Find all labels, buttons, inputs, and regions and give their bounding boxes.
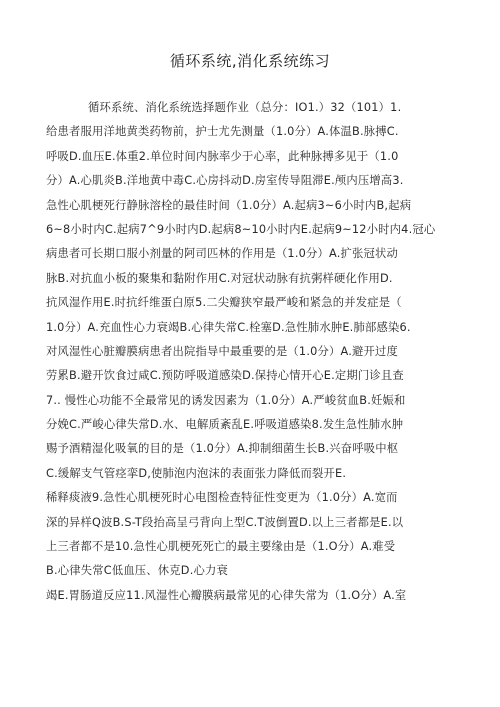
document-body <box>46 96 466 608</box>
text-line: 对风湿性心脏瓣膜病患者出院指导中最重要的是（1.0分）A.避开过度 <box>46 344 399 358</box>
text-line: 深的异样Q波B.S-T段抬高呈弓背向上型C.T波倒置D.以上三者都是E.以 <box>46 515 404 529</box>
text-line: 呼吸D.血压E.体重2.单位时间内脉率少于心率，此种脉搏多见于（1.0 <box>46 149 399 163</box>
text-line: 7.. 慢性心功能不全最常见的诱发因素为（1.0分）A.严峻贫血B.妊娠和 <box>46 393 406 407</box>
text-line: 上三者都不是10.急性心肌梗死死亡的最主要缘由是（1.O分）A.难受 <box>46 540 396 554</box>
document-title: 循环系统,消化系统练习 <box>169 52 331 70</box>
text-line: 循环系统、消化系统选择题作业（总分：IO1.）32（101）1. <box>88 101 402 114</box>
text-line: 1.0分）A.充血性心力衰竭B.心律失常C.栓塞D.急性肺水肿E.肺部感染6. <box>46 320 411 334</box>
text-line: 赐予酒精湿化吸氧的目的是（1.0分）A.抑制细菌生长B.兴奋呼吸中枢 <box>46 442 399 456</box>
text-line: C.缓解支气管痉挛D,使肺泡内泡沫的表面张力降低而裂开E. <box>46 466 347 480</box>
text-line: 抗风湿作用E.时抗纤维蛋白原5.二尖瓣狭窄最严峻和紧急的并发症是（ <box>46 296 402 310</box>
text-line: 急性心肌梗死行静脉溶栓的最佳时间（1.0分）A.起病3~6小时内B,起病 <box>46 198 412 212</box>
text-line: 分娩C.严峻心律失常D.水、电解质紊乱E.呼吸道感染8.发生急性肺水肿 <box>46 418 404 432</box>
text-line: 劳累B.避开饮食过咸C.预防呼吸道感染D.保持心情开心E.定期门诊且查 <box>46 369 404 383</box>
text-line: B.心律失常C低血压、休克D.心力衰 <box>46 564 228 578</box>
text-line: 6~8小时内C.起病7^9小时内D.起病8~10小时内E.起病9~12小时内4.冠心 <box>46 222 436 236</box>
text-line: 脉B.对抗血小板的聚集和黏附作用C.对冠状动脉有抗粥样硬化作用D. <box>46 271 393 285</box>
text-line: 竭E.胃肠道反应11.风湿性心瓣膜病最常见的心律失常为（1.O分）A.室 <box>46 588 407 602</box>
text-line: 给患者服用洋地黄类药物前，护士尤先测量（1.0分）A.体温B.脉搏C. <box>46 125 399 139</box>
text-line: 稀释痰液9.急性心肌梗死时心电图检查特征性变更为（1.0分）A.宽而 <box>46 491 398 505</box>
text-line: 分）A.心肌炎B.洋地黄中毒C.心房抖动D.房室传导阻滞E.颅内压增高3. <box>46 174 404 188</box>
text-line: 病患者可长期口服小剂量的阿司匹林的作用是（1.0分）A.扩张冠状动 <box>46 247 399 261</box>
